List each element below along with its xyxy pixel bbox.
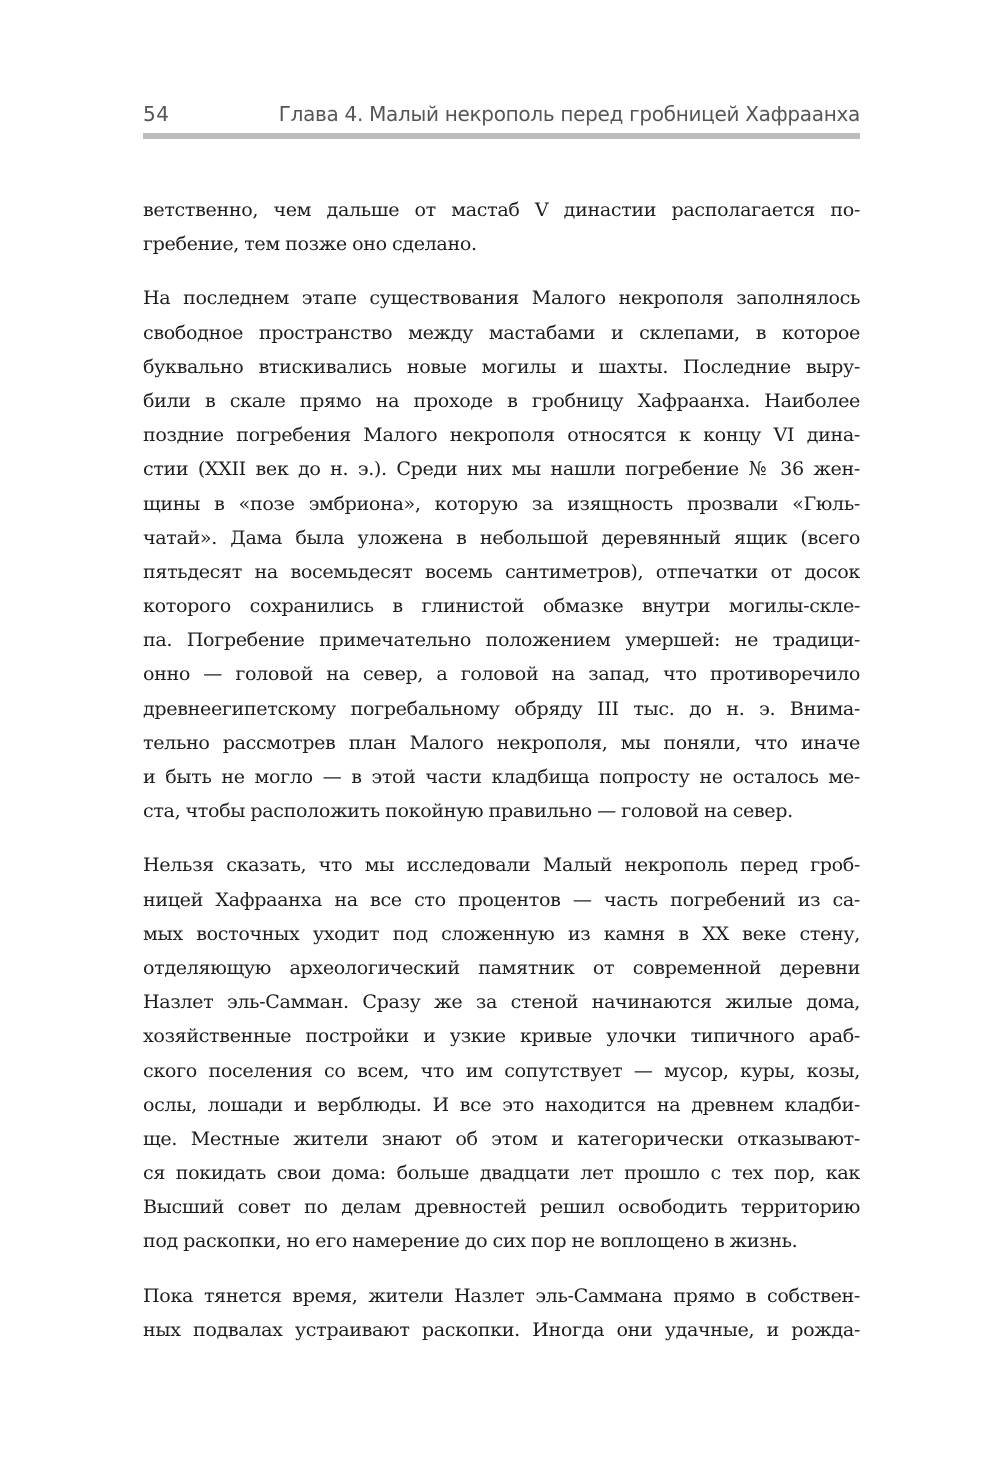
text-line: ослы, лошади и верблюды. И все это находится на древнем кладби- [143,1092,860,1116]
text-line: ницей Хафраанха на все сто процентов — часть погребений из са- [143,887,860,911]
text-line: онно — головой на север, а головой на запад, что противоречило [143,662,860,686]
paragraph-gap [143,828,860,848]
text-line: гребение, тем позже оно сделано. [143,232,477,256]
text-line: ных подвалах устраивают раскопки. Иногда они удачные, и рожда- [143,1317,860,1341]
paragraph [143,848,860,1258]
text-line: отделяющую археологический памятник от современной деревни [143,955,860,979]
text-line: Назлет эль-Самман. Сразу же за стеной начинаются жилые дома, [143,990,860,1014]
text-line: тельно рассмотрев план Малого некрополя, мы поняли, что иначе [143,730,860,754]
paragraph-gap [143,261,860,281]
text-line: которого сохранились в глинистой обмазке внутри могилы-скле- [143,594,860,618]
paragraph [143,1279,860,1347]
text-line: поздние погребения Малого некрополя относятся к концу VI дина- [143,423,860,447]
text-line: ще. Местные жители знают об этом и категорически отказывают- [143,1126,860,1150]
text-line: па. Погребение примечательно положением умершей: не традици- [143,628,860,652]
text-line: ветственно, чем дальше от мастаб V династии располагается по- [143,198,860,221]
text-line: и быть не могло — в этой части кладбища попросту не осталось ме- [143,765,860,788]
text-line: буквально втискивались новые могилы и шахты. Последние выру- [143,354,860,378]
paragraph-gap [143,1259,860,1279]
text-line: древнеегипетскому погребальному обряду III тыс. до н. э. Внима- [143,696,860,720]
text-line: щины в «позе эмбриона», которую за изящность прозвали «Гюль- [143,491,860,515]
paragraph [143,281,860,828]
text-line: чатай». Дама была уложена в небольшой деревянный ящик (всего [143,525,860,549]
text-line: пятьдесят на восемьдесят восемь сантиметров), отпечатки от досок [143,559,860,583]
text-line: ста, чтобы расположить покойную правильно — головой на север. [143,799,793,823]
text-line: били в скале прямо на проходе в гробницу Хафраанха. Наиболее [143,388,860,412]
text-line: На последнем этапе существования Малого некрополя заполнялось [143,286,860,310]
text-line: под раскопки, но его намерение до сих пор не воплощено в жизнь. [143,1229,798,1253]
page-number: 54 [143,102,170,126]
body-text [143,193,860,1347]
running-title: Глава 4. Малый некрополь перед гробницей Хафраанха [278,102,860,126]
paragraph [143,193,860,261]
text-line: мых восточных уходит под сложенную из камня в XX веке стену, [143,921,860,945]
text-line: Нельзя сказать, что мы исследовали Малый некрополь перед гроб- [143,853,860,877]
text-line: свободное пространство между мастабами и склепами, в которое [143,320,860,344]
text-line: ся покидать свои дома: больше двадцати лет прошло с тех пор, как [143,1161,860,1185]
text-line: стии (XXII век до н. э.). Среди них мы нашли погребение № 36 жен- [143,457,860,481]
header-rule [143,133,860,139]
text-line: Высший совет по делам древностей решил освободить территорию [143,1195,860,1219]
text-line: ского поселения со всем, что им сопутствует — мусор, куры, козы, [143,1058,860,1082]
text-line: хозяйственные постройки и узкие кривые улочки типичного араб- [143,1024,860,1048]
running-header [143,96,860,132]
text-line: Пока тянется время, жители Назлет эль-Саммана прямо в собствен- [143,1283,860,1307]
